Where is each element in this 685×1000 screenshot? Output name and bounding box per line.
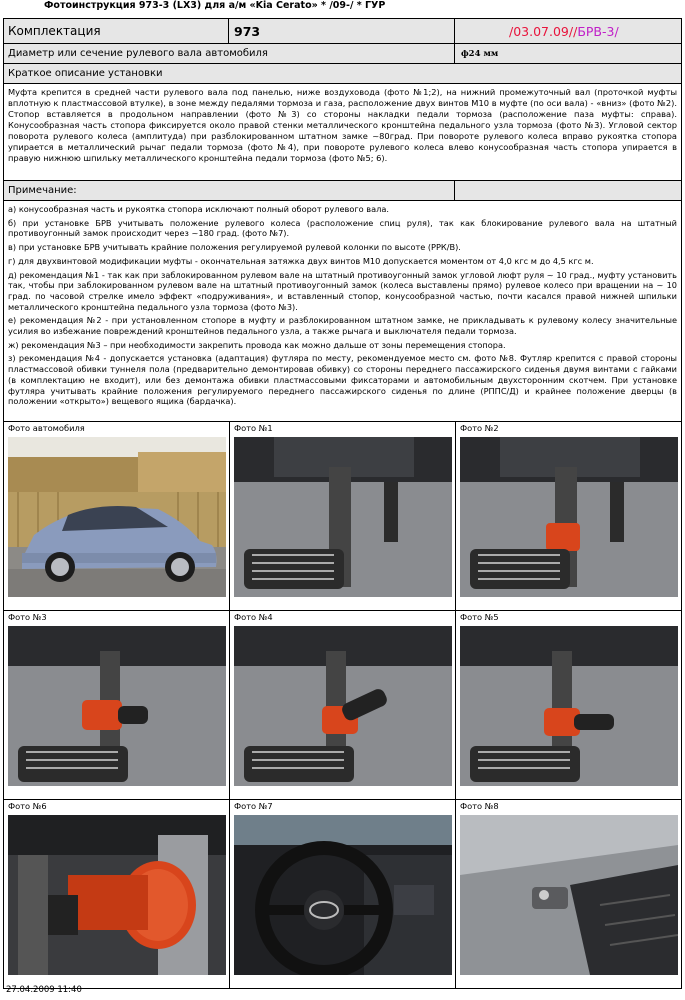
pedal-area-photo	[234, 437, 452, 597]
revision-date: /03.07.09/	[509, 24, 574, 39]
photo-caption: Фото автомобиля	[8, 423, 85, 433]
photo-cell	[456, 800, 681, 988]
note-item: а) конусообразная часть и рукоятка стопора исключают полный оборот рулевого вала.	[8, 204, 389, 214]
note-item: г) для двухвинтовой модификации муфты - окончательная затяжка двух винтов М10 допускается моментом от 4,0 кгс м до 4,5 кгс м.	[8, 255, 594, 266]
footer-timestamp: 27.04.2009 11:40	[6, 985, 82, 995]
photo-caption: Фото №7	[234, 801, 273, 811]
note-item: д) рекомендация №1 - так как при заблокированном рулевом вале на штатный противоугонный замок угловой люфт руля ~ 10 град., муфту установить так, чтобы при заблокированном рулевом вале на штатный противоугонный замок (колеса выставлены прямо) рулевое колесо при вращении на ~ 10 град. по часовой стрелке имело эффект «подруживания», и вставленный стопор, конусообразной частью, почти касался правой нижней шпильки металлического кронштейна педального узла тормоза (фото №3).	[8, 269, 677, 312]
pedal-area-photo	[460, 626, 678, 786]
photo-cell	[456, 422, 681, 610]
kit-revision	[455, 19, 681, 43]
photo-row-2	[4, 611, 681, 800]
photo-cell	[4, 800, 230, 988]
install-description: Муфта крепится в средней части рулевого вала под панелью, ниже воздуховода (фото №1;2), на нижний промежуточный вал (проточкой муфты вплотную к пластмассовой втулке), в зоне между педалями тормоза и газа, расположение двух винтов М10 в муфте (по оси вала) - «вниз» (фото №2). Стопор вставляется в продольном направлении (фото №3) со стороны накладки педали тормоза (расположение паза муфты: справа). Конусообразная часть стопора фиксируется около правой стенки металлического кронштейна педального узла тормоза (фото №3). Угловой сектор поворота рулевого колеса (амплитуда) при разблокированном штатном замке ~80град. При повороте рулевого колеса вправо рукоятка стопора упирается в металлический рычаг педали тормоза (фото №4), при повороте рулевого колеса влево конусообразная часть стопора упирается в правую нижнюю шпильку металлического кронштейна педали тормоза (фото №5; 6).	[4, 84, 681, 181]
photo-cell	[4, 422, 230, 610]
pedal-area-photo	[460, 437, 678, 597]
photo-caption: Фото №3	[8, 612, 47, 622]
note-item: е) рекомендация №2 - при установленном стопоре в муфту и разблокированном штатном замке, не прикладывать к рулевому колесу значительные усилия во избежание повреждений кронштейнов педального узла, а также рычага и выключателя педали тормоза.	[8, 315, 677, 337]
photo-cell	[230, 422, 456, 610]
photo-caption: Фото №4	[234, 612, 273, 622]
kit-label: Комплектация	[4, 19, 229, 43]
shaft-label: Диаметр или сечение рулевого вала автомобиля	[4, 44, 455, 63]
kit-number: 973	[229, 19, 455, 43]
pedal-area-photo	[234, 626, 452, 786]
notes-label: Примечание:	[4, 181, 455, 200]
photo-cell	[456, 611, 681, 799]
notes-header-blank	[455, 181, 681, 200]
photo-caption: Фото №8	[460, 801, 499, 811]
photo-caption: Фото №2	[460, 423, 499, 433]
note-item: ж) рекомендация №3 – при необходимости закрепить провода как можно дальше от зоны перемещения стопора.	[8, 339, 506, 350]
document-title: Фотоинструкция 973-3 (LX3) для а/м «Kia Cerato» * /09-/ * ГУР	[44, 0, 386, 11]
notes-header-row	[4, 181, 681, 201]
floor-case-photo	[460, 815, 678, 975]
photo-cell	[230, 611, 456, 799]
shaft-row	[4, 44, 681, 64]
photo-caption: Фото №5	[460, 612, 499, 622]
steering-wheel-photo	[234, 815, 452, 975]
stopper-closeup-photo	[8, 815, 226, 975]
note-item: в) при установке БРВ учитывать крайние положения регулируемой рулевой колонки по высоте (РРК/В).	[8, 242, 461, 253]
photo-caption: Фото №6	[8, 801, 47, 811]
notes-block	[4, 201, 681, 422]
note-item: з) рекомендация №4 - допускается установка (адаптация) футляра по месту, рекомендуемое место см. фото №8. Футляр крепится с правой стороны пластмассовой обивки туннеля пола (предварительно демонтировав обивку) со стороны переднего пассажирского сиденья двумя винтами с гайками (в комплектацию не входит), или без демонтажа обивки пластмассовыми фиксаторами и автомобильным двухсторонним скотчем. При установке футляра учитывать крайние положения регулируемого переднего пассажирского сиденья по длине (РППС/Д) и крайнее положение дверцы (в положении «открыто») вещевого ящика (бардачка).	[8, 353, 677, 407]
shaft-value: ф24 мм	[461, 49, 499, 59]
revision-code: БРВ-3/	[577, 24, 619, 39]
note-item: б) при установке БРВ учитывать положение рулевого колеса (расположение спиц руля), так как блокирование рулевого вала на штатный противоугонный замок происходит через ~180 град. (фото №7).	[8, 217, 677, 239]
photo-row-3	[4, 800, 681, 988]
instruction-sheet	[3, 18, 682, 989]
photo-cell	[230, 800, 456, 988]
header-row	[4, 19, 681, 44]
photo-caption: Фото №1	[234, 423, 273, 433]
photo-row-1	[4, 422, 681, 611]
photo-cell	[4, 611, 230, 799]
revision-separator: /	[573, 24, 578, 39]
pedal-area-photo	[8, 626, 226, 786]
install-label: Краткое описание установки	[4, 64, 681, 84]
car-photo	[8, 437, 226, 597]
